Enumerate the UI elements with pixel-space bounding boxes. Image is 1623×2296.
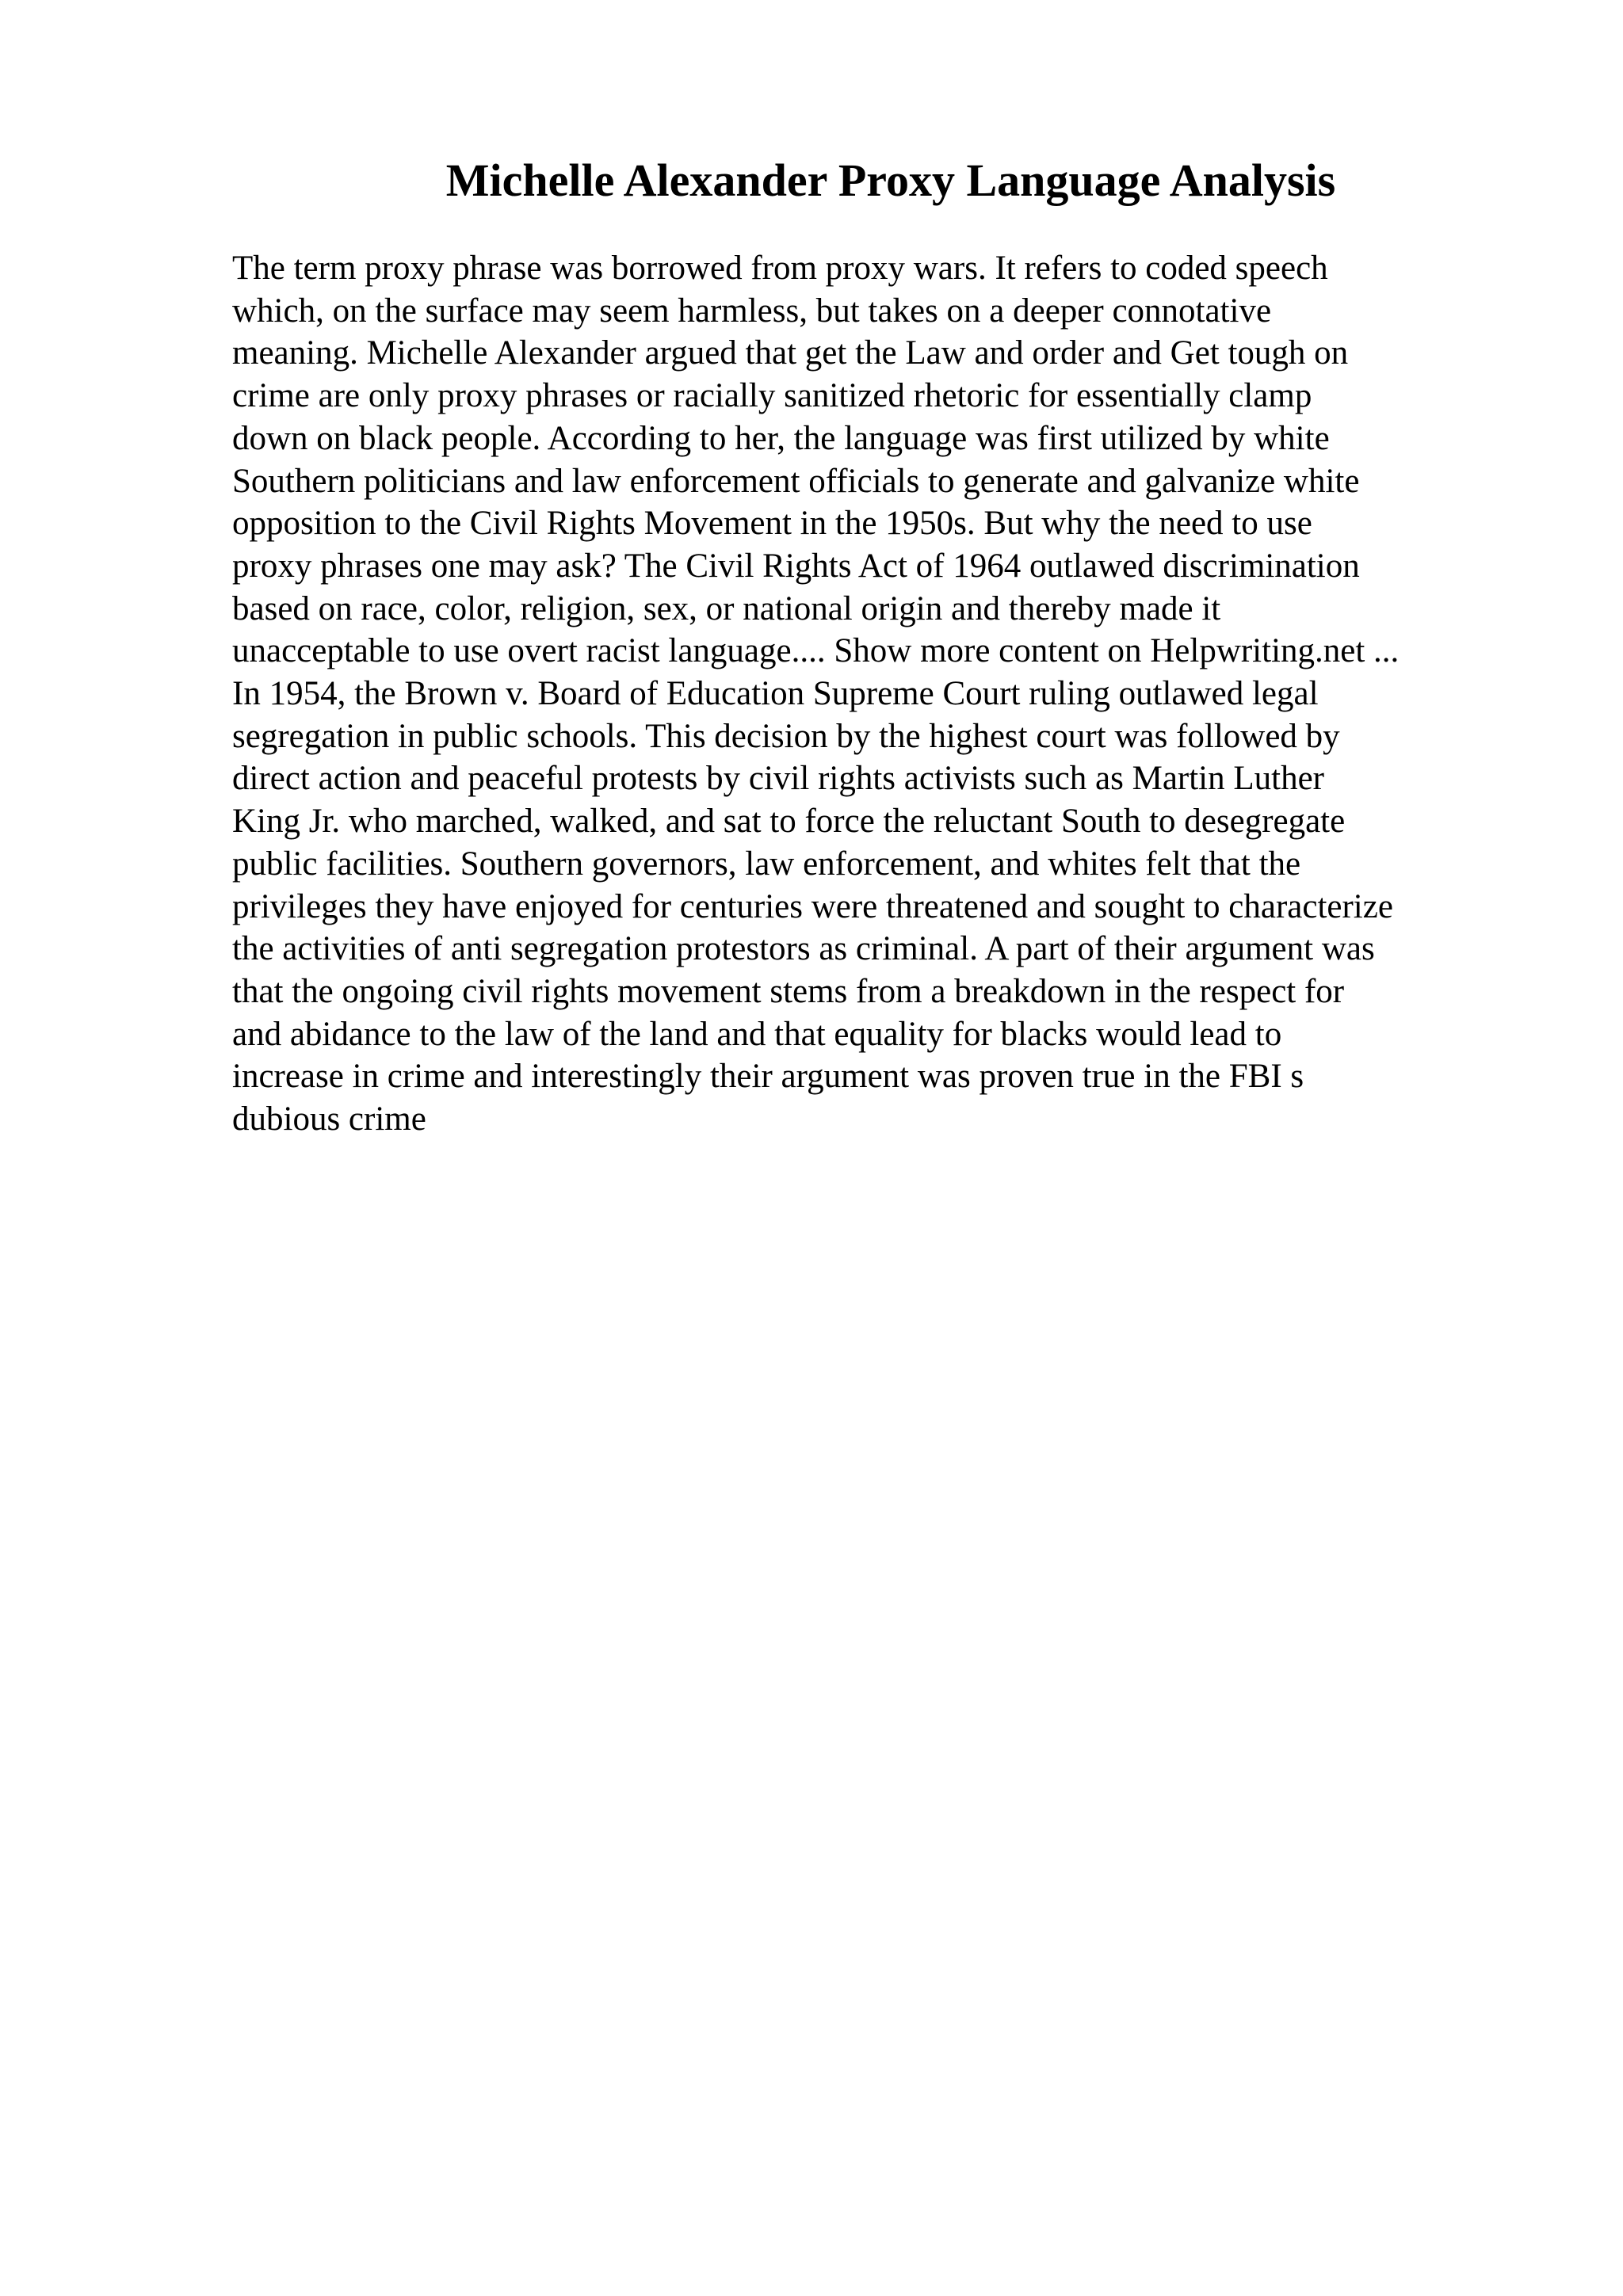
document-title: Michelle Alexander Proxy Language Analysis xyxy=(445,154,1336,206)
body-line: Southern politicians and law enforcement officials to generate and galvanize white xyxy=(232,462,1360,500)
body-line: increase in crime and interestingly their argument was proven true in the FBI s xyxy=(232,1058,1304,1096)
body-line: public facilities. Southern governors, law enforcement, and whites felt that the xyxy=(232,845,1301,883)
body-line: segregation in public schools. This decision by the highest court was followed by xyxy=(232,717,1340,755)
body-line: which, on the surface may seem harmless, but takes on a deeper connotative xyxy=(232,292,1272,330)
body-line: dubious crime xyxy=(232,1100,426,1138)
body-line: In 1954, the Brown v. Board of Education Supreme Court ruling outlawed legal xyxy=(232,675,1319,713)
body-line: opposition to the Civil Rights Movement in the 1950s. But why the need to use xyxy=(232,505,1312,543)
body-paragraph xyxy=(232,247,1399,1141)
body-line: privileges they have enjoyed for centuries were threatened and sought to characterize xyxy=(232,887,1393,925)
body-line: crime are only proxy phrases or racially sanitized rhetoric for essentially clamp xyxy=(232,377,1312,415)
body-line: King Jr. who marched, walked, and sat to force the reluctant South to desegregate xyxy=(232,803,1346,841)
body-line: the activities of anti segregation protestors as criminal. A part of their argument was xyxy=(232,930,1375,968)
body-line: based on race, color, religion, sex, or national origin and thereby made it xyxy=(232,589,1221,627)
body-line: The term proxy phrase was borrowed from proxy wars. It refers to coded speech xyxy=(232,250,1328,287)
body-line: unacceptable to use overt racist language.... Show more content on Helpwriting.net ... xyxy=(232,632,1400,670)
body-line: that the ongoing civil rights movement stems from a breakdown in the respect for xyxy=(232,972,1345,1010)
body-line: proxy phrases one may ask? The Civil Rights Act of 1964 outlawed discrimination xyxy=(232,547,1360,585)
body-line: meaning. Michelle Alexander argued that get the Law and order and Get tough on xyxy=(232,334,1349,372)
body-line: direct action and peaceful protests by civil rights activists such as Martin Luther xyxy=(232,760,1324,798)
body-line: and abidance to the law of the land and that equality for blacks would lead to xyxy=(232,1015,1282,1053)
body-line: down on black people. According to her, the language was first utilized by white xyxy=(232,419,1330,457)
